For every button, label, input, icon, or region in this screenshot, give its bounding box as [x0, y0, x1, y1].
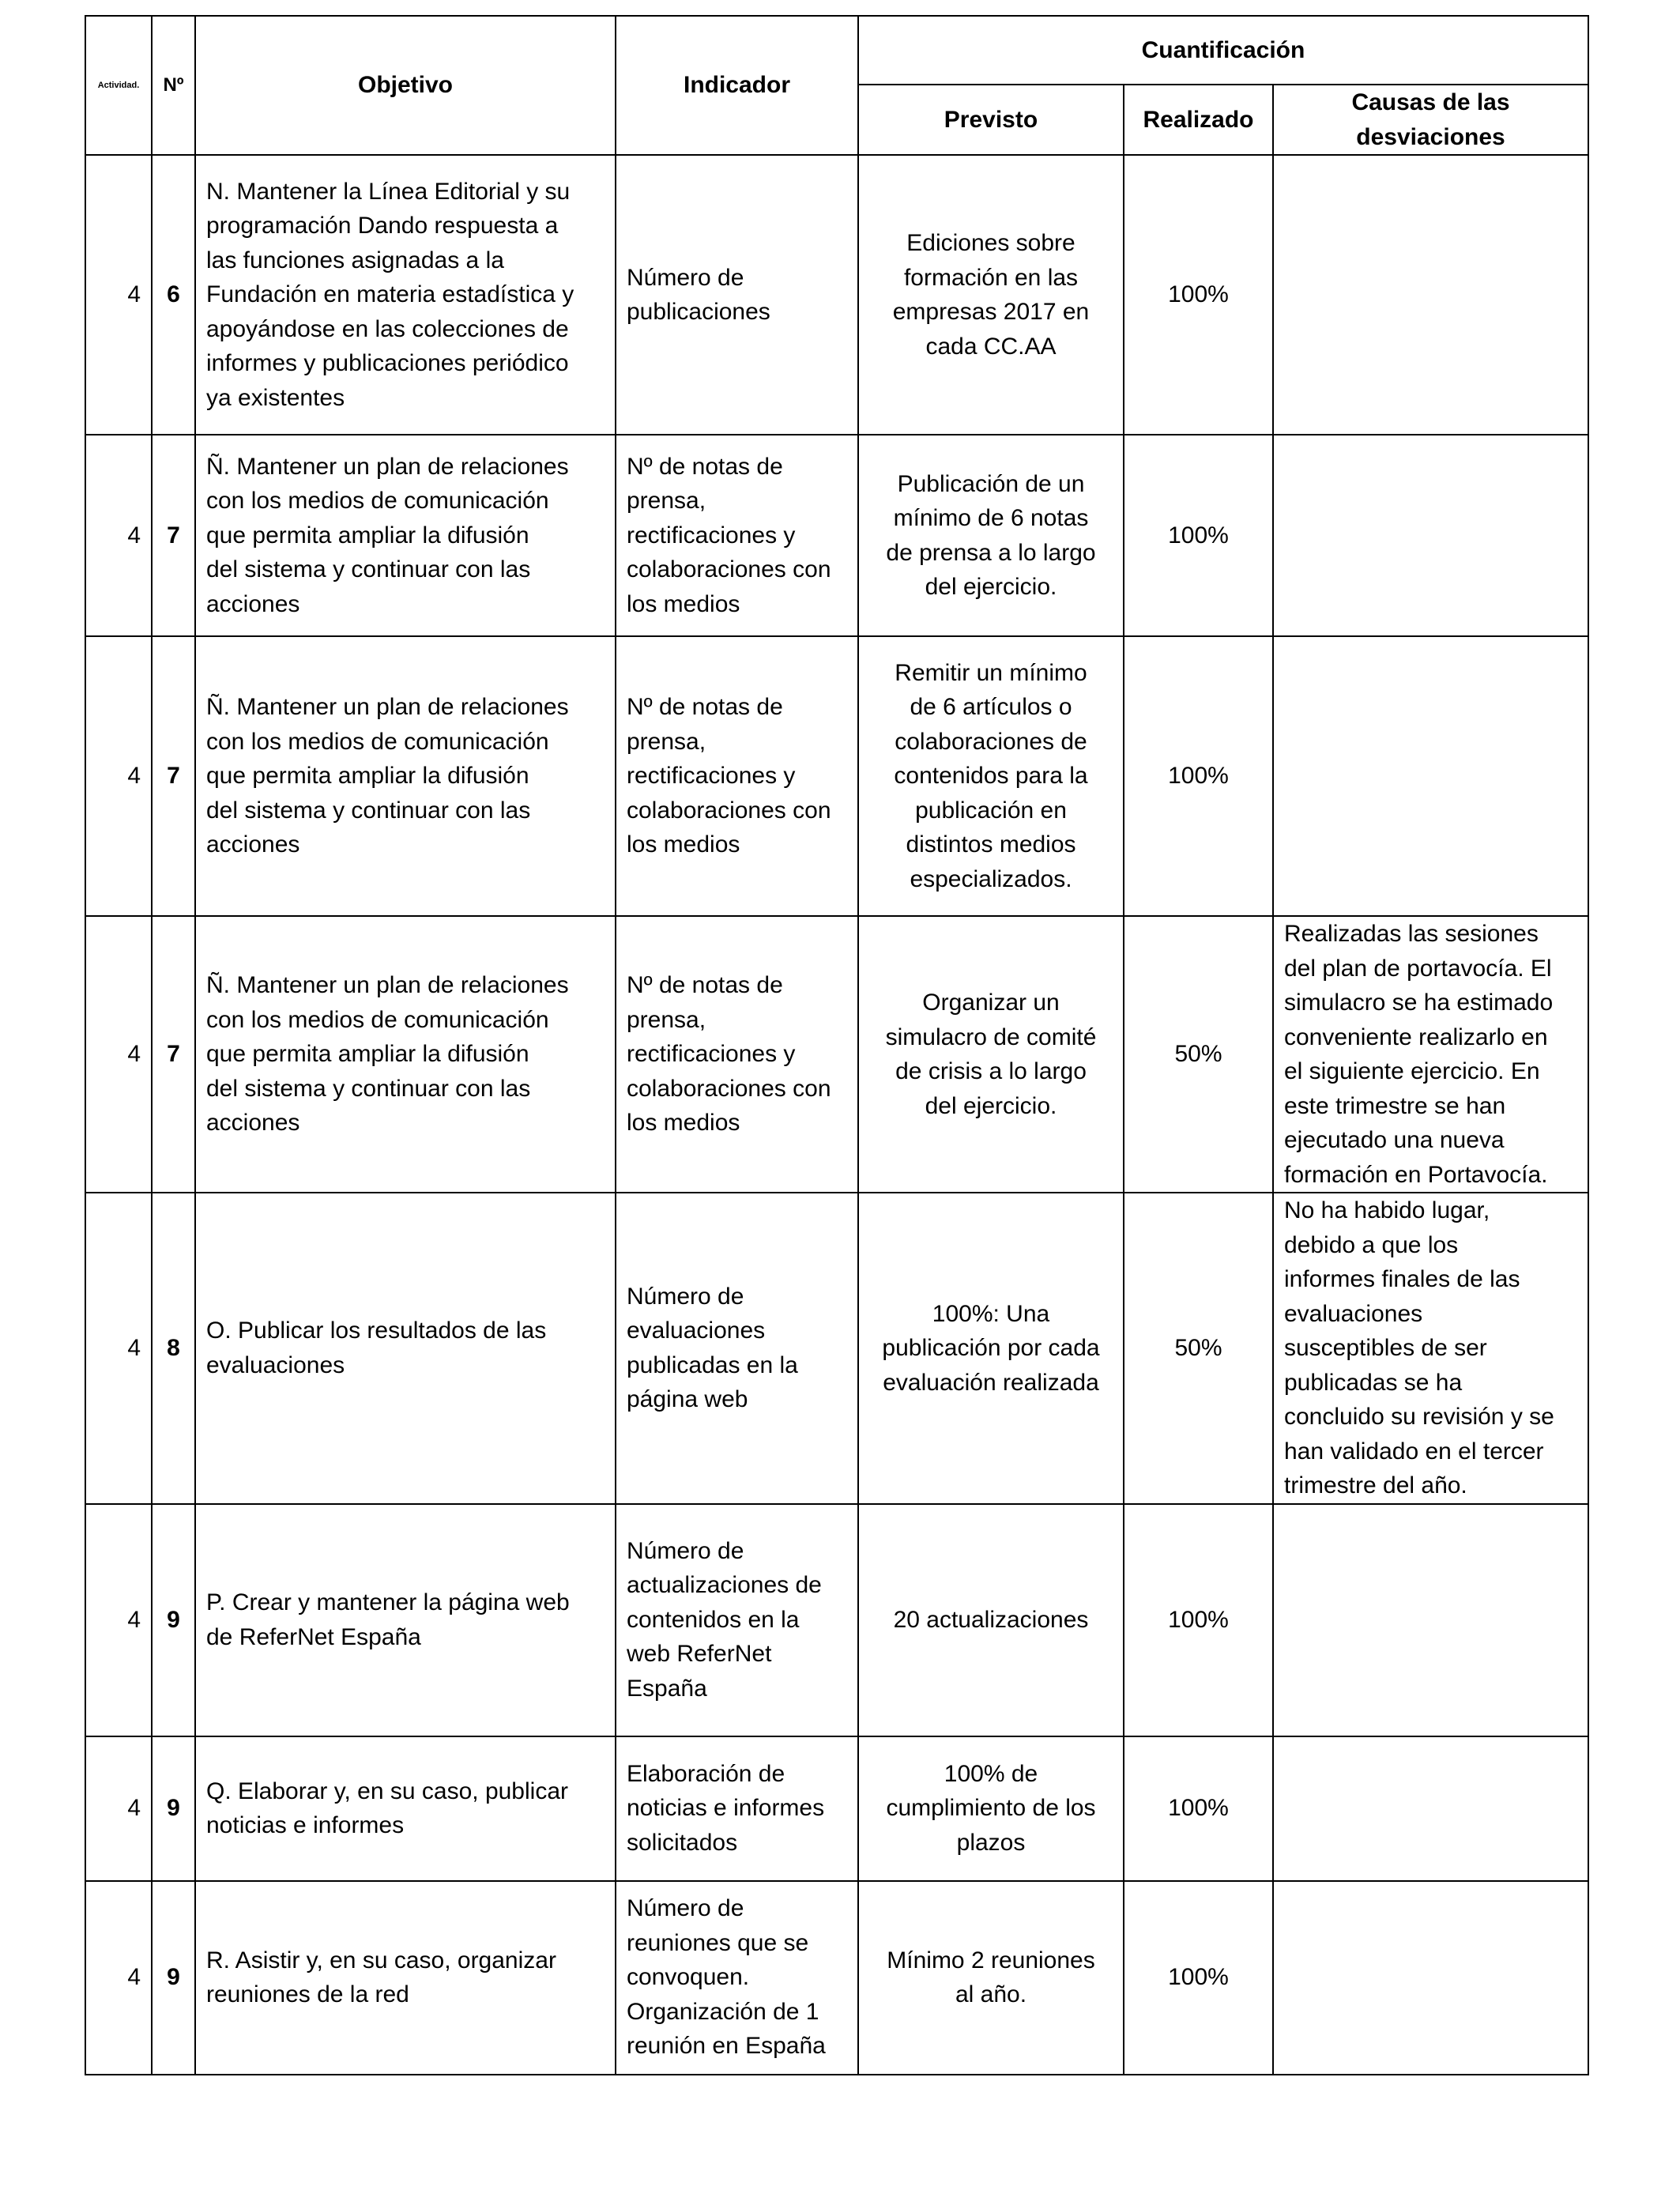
cell-actividad: 4 [85, 435, 152, 636]
header-previsto: Previsto [858, 85, 1124, 155]
cell-objetivo: Ñ. Mantener un plan de relaciones con los medios de comunicación que permita ampliar la difusión del sistema y continuar con las acciones [195, 636, 616, 916]
cell-previsto: 20 actualizaciones [858, 1504, 1124, 1736]
objectives-table [85, 15, 1589, 2075]
table-row [85, 636, 1588, 916]
cell-numero: 9 [152, 1881, 195, 2075]
cell-indicador: Nº de notas de prensa, rectificaciones y colaboraciones con los medios [616, 435, 858, 636]
header-objetivo: Objetivo [195, 16, 616, 155]
header-causas: Causas de las desviaciones [1273, 85, 1588, 155]
cell-realizado: 100% [1124, 1736, 1273, 1881]
cell-actividad: 4 [85, 1736, 152, 1881]
cell-previsto: 100% de cumplimiento de los plazos [858, 1736, 1124, 1881]
cell-objetivo: O. Publicar los resultados de las evaluaciones [195, 1193, 616, 1504]
cell-actividad: 4 [85, 1881, 152, 2075]
cell-causas [1273, 435, 1588, 636]
cell-indicador: Nº de notas de prensa, rectificaciones y colaboraciones con los medios [616, 916, 858, 1193]
table-row [85, 1736, 1588, 1881]
cell-numero: 9 [152, 1504, 195, 1736]
cell-indicador: Número de evaluaciones publicadas en la página web [616, 1193, 858, 1504]
cell-indicador: Nº de notas de prensa, rectificaciones y colaboraciones con los medios [616, 636, 858, 916]
table-row [85, 916, 1588, 1193]
cell-objetivo: P. Crear y mantener la página web de ReferNet España [195, 1504, 616, 1736]
cell-realizado: 100% [1124, 636, 1273, 916]
cell-previsto: Publicación de un mínimo de 6 notas de prensa a lo largo del ejercicio. [858, 435, 1124, 636]
cell-actividad: 4 [85, 1504, 152, 1736]
cell-realizado: 100% [1124, 1504, 1273, 1736]
cell-indicador: Elaboración de noticias e informes solicitados [616, 1736, 858, 1881]
cell-actividad: 4 [85, 916, 152, 1193]
cell-causas [1273, 1504, 1588, 1736]
cell-indicador: Número de reuniones que se convoquen. Organización de 1 reunión en España [616, 1881, 858, 2075]
cell-causas [1273, 1736, 1588, 1881]
cell-previsto: Ediciones sobre formación en las empresas 2017 en cada CC.AA [858, 155, 1124, 435]
cell-numero: 7 [152, 435, 195, 636]
cell-causas [1273, 155, 1588, 435]
header-actividad: Actividad. [85, 16, 152, 155]
cell-objetivo: N. Mantener la Línea Editorial y su programación Dando respuesta a las funciones asignadas a la Fundación en materia estadística y apoyándose en las colecciones de informes y publicaciones periódico ya existentes [195, 155, 616, 435]
cell-causas [1273, 636, 1588, 916]
cell-numero: 8 [152, 1193, 195, 1504]
cell-causas: Realizadas las sesiones del plan de portavocía. El simulacro se ha estimado conveniente realizarlo en el siguiente ejercicio. En este trimestre se han ejecutado una nueva formación en Portavocía. [1273, 916, 1588, 1193]
cell-numero: 9 [152, 1736, 195, 1881]
cell-numero: 7 [152, 636, 195, 916]
cell-numero: 6 [152, 155, 195, 435]
cell-realizado: 100% [1124, 435, 1273, 636]
cell-actividad: 4 [85, 1193, 152, 1504]
table-row [85, 1504, 1588, 1736]
cell-realizado: 100% [1124, 155, 1273, 435]
cell-indicador: Número de actualizaciones de contenidos en la web ReferNet España [616, 1504, 858, 1736]
table-row [85, 435, 1588, 636]
cell-realizado: 50% [1124, 1193, 1273, 1504]
cell-objetivo: Ñ. Mantener un plan de relaciones con los medios de comunicación que permita ampliar la difusión del sistema y continuar con las acciones [195, 435, 616, 636]
table-row [85, 1193, 1588, 1504]
cell-previsto: 100%: Una publicación por cada evaluación realizada [858, 1193, 1124, 1504]
table-row [85, 155, 1588, 435]
cell-realizado: 100% [1124, 1881, 1273, 2075]
cell-previsto: Mínimo 2 reuniones al año. [858, 1881, 1124, 2075]
table-row [85, 1881, 1588, 2075]
cell-previsto: Remitir un mínimo de 6 artículos o colaboraciones de contenidos para la publicación en distintos medios especializados. [858, 636, 1124, 916]
header-cuantificacion: Cuantificación [858, 16, 1588, 85]
cell-actividad: 4 [85, 636, 152, 916]
header-indicador: Indicador [616, 16, 858, 155]
header-realizado: Realizado [1124, 85, 1273, 155]
cell-causas: No ha habido lugar, debido a que los informes finales de las evaluaciones susceptibles de ser publicadas se ha concluido su revisión y se han validado en el tercer trimestre del año. [1273, 1193, 1588, 1504]
cell-indicador: Número de publicaciones [616, 155, 858, 435]
cell-previsto: Organizar un simulacro de comité de crisis a lo largo del ejercicio. [858, 916, 1124, 1193]
cell-realizado: 50% [1124, 916, 1273, 1193]
cell-causas [1273, 1881, 1588, 2075]
cell-actividad: 4 [85, 155, 152, 435]
cell-objetivo: Ñ. Mantener un plan de relaciones con los medios de comunicación que permita ampliar la difusión del sistema y continuar con las acciones [195, 916, 616, 1193]
header-row-top [85, 16, 1588, 85]
cell-objetivo: Q. Elaborar y, en su caso, publicar noticias e informes [195, 1736, 616, 1881]
cell-objetivo: R. Asistir y, en su caso, organizar reuniones de la red [195, 1881, 616, 2075]
cell-numero: 7 [152, 916, 195, 1193]
header-numero: Nº [152, 16, 195, 155]
